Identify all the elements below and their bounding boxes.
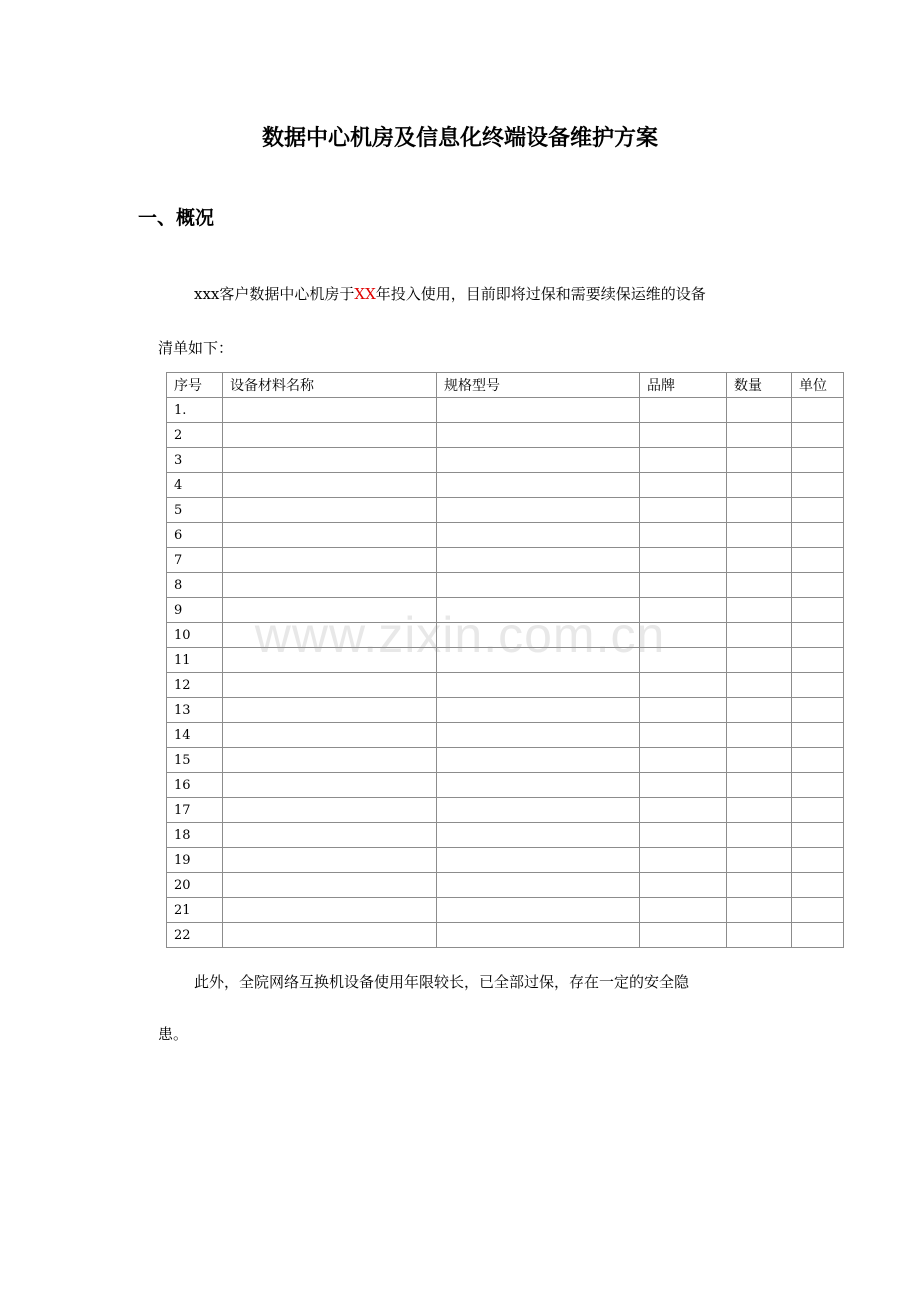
- table-row: [167, 548, 844, 573]
- cell-unit: [792, 923, 844, 948]
- cell-model-spec: [437, 473, 640, 498]
- cell-quantity: [727, 398, 792, 423]
- cell-unit: [792, 898, 844, 923]
- cell-equipment-name: [223, 498, 437, 523]
- cell-unit: [792, 623, 844, 648]
- cell-equipment-name: [223, 598, 437, 623]
- cell-equipment-name: [223, 548, 437, 573]
- cell-brand: [640, 823, 727, 848]
- cell-brand: [640, 723, 727, 748]
- cell-quantity: [727, 598, 792, 623]
- watermark: www.zixin.com.cn: [254, 607, 666, 663]
- cell-serial-no: 17: [167, 798, 223, 823]
- cell-equipment-name: [223, 798, 437, 823]
- cell-model-spec: [437, 898, 640, 923]
- cell-brand: [640, 773, 727, 798]
- cell-equipment-name: [223, 648, 437, 673]
- cell-equipment-name: [223, 898, 437, 923]
- cell-model-spec: [437, 923, 640, 948]
- cell-serial-no: 14: [167, 723, 223, 748]
- cell-model-spec: [437, 823, 640, 848]
- cell-serial-no: 21: [167, 898, 223, 923]
- cell-equipment-name: [223, 673, 437, 698]
- cell-unit: [792, 498, 844, 523]
- table-row: [167, 723, 844, 748]
- cell-unit: [792, 673, 844, 698]
- cell-quantity: [727, 873, 792, 898]
- cell-unit: [792, 773, 844, 798]
- cell-serial-no: 1.: [167, 398, 223, 423]
- cell-quantity: [727, 623, 792, 648]
- cell-unit: [792, 823, 844, 848]
- intro-text-after: 年投入使用，目前即将过保和需要续保运维的设备: [375, 285, 706, 303]
- cell-model-spec: [437, 523, 640, 548]
- cell-equipment-name: [223, 923, 437, 948]
- cell-brand: [640, 398, 727, 423]
- table-row: [167, 673, 844, 698]
- section-heading-overview: 一、概况: [138, 207, 215, 229]
- cell-quantity: [727, 848, 792, 873]
- year-placeholder: XX: [354, 285, 376, 303]
- cell-serial-no: 22: [167, 923, 223, 948]
- table-row: [167, 873, 844, 898]
- cell-model-spec: [437, 573, 640, 598]
- cell-model-spec: [437, 773, 640, 798]
- cell-model-spec: [437, 548, 640, 573]
- cell-brand: [640, 923, 727, 948]
- cell-equipment-name: [223, 748, 437, 773]
- cell-model-spec: [437, 848, 640, 873]
- cell-equipment-name: [223, 398, 437, 423]
- closing-line-2: 患。: [158, 1025, 189, 1043]
- cell-model-spec: [437, 398, 640, 423]
- cell-unit: [792, 723, 844, 748]
- intro-line-1: [194, 285, 706, 303]
- cell-brand: [640, 423, 727, 448]
- cell-brand: [640, 873, 727, 898]
- cell-quantity: [727, 723, 792, 748]
- intro-text-before: xxx客户数据中心机房于: [194, 285, 355, 303]
- cell-model-spec: [437, 873, 640, 898]
- cell-brand: [640, 623, 727, 648]
- cell-equipment-name: [223, 698, 437, 723]
- cell-serial-no: 11: [167, 648, 223, 673]
- cell-model-spec: [437, 798, 640, 823]
- table-row: [167, 473, 844, 498]
- cell-serial-no: 12: [167, 673, 223, 698]
- cell-quantity: [727, 648, 792, 673]
- cell-model-spec: [437, 648, 640, 673]
- header-unit: 单位: [792, 373, 844, 398]
- cell-quantity: [727, 523, 792, 548]
- cell-serial-no: 18: [167, 823, 223, 848]
- cell-quantity: [727, 773, 792, 798]
- cell-serial-no: 6: [167, 523, 223, 548]
- cell-brand: [640, 898, 727, 923]
- cell-quantity: [727, 698, 792, 723]
- cell-model-spec: [437, 598, 640, 623]
- table-row: [167, 573, 844, 598]
- table-row: [167, 748, 844, 773]
- cell-serial-no: 4: [167, 473, 223, 498]
- cell-model-spec: [437, 423, 640, 448]
- cell-brand: [640, 448, 727, 473]
- cell-brand: [640, 648, 727, 673]
- cell-brand: [640, 573, 727, 598]
- cell-serial-no: 20: [167, 873, 223, 898]
- table-row: [167, 623, 844, 648]
- cell-unit: [792, 473, 844, 498]
- table-row: [167, 648, 844, 673]
- table-row: [167, 423, 844, 448]
- cell-unit: [792, 398, 844, 423]
- table-row: [167, 698, 844, 723]
- cell-equipment-name: [223, 473, 437, 498]
- cell-serial-no: 9: [167, 598, 223, 623]
- cell-unit: [792, 548, 844, 573]
- table-row: [167, 798, 844, 823]
- cell-unit: [792, 573, 844, 598]
- cell-model-spec: [437, 698, 640, 723]
- cell-quantity: [727, 898, 792, 923]
- table-body: [167, 398, 844, 948]
- cell-quantity: [727, 798, 792, 823]
- cell-model-spec: [437, 448, 640, 473]
- cell-quantity: [727, 423, 792, 448]
- cell-serial-no: 19: [167, 848, 223, 873]
- cell-unit: [792, 848, 844, 873]
- cell-quantity: [727, 748, 792, 773]
- table-row: [167, 923, 844, 948]
- cell-quantity: [727, 448, 792, 473]
- cell-unit: [792, 648, 844, 673]
- cell-serial-no: 7: [167, 548, 223, 573]
- table-row: [167, 498, 844, 523]
- cell-quantity: [727, 548, 792, 573]
- cell-brand: [640, 498, 727, 523]
- cell-brand: [640, 748, 727, 773]
- cell-equipment-name: [223, 623, 437, 648]
- table-row: [167, 848, 844, 873]
- cell-serial-no: 15: [167, 748, 223, 773]
- table-row: [167, 448, 844, 473]
- cell-serial-no: 3: [167, 448, 223, 473]
- header-quantity: 数量: [727, 373, 792, 398]
- table-header-row: [167, 373, 844, 398]
- cell-quantity: [727, 823, 792, 848]
- cell-quantity: [727, 573, 792, 598]
- cell-quantity: [727, 923, 792, 948]
- cell-serial-no: 13: [167, 698, 223, 723]
- cell-equipment-name: [223, 523, 437, 548]
- cell-equipment-name: [223, 823, 437, 848]
- cell-model-spec: [437, 498, 640, 523]
- cell-serial-no: 5: [167, 498, 223, 523]
- cell-unit: [792, 748, 844, 773]
- cell-equipment-name: [223, 848, 437, 873]
- table-row: [167, 398, 844, 423]
- cell-unit: [792, 448, 844, 473]
- table-row: [167, 523, 844, 548]
- table-row: [167, 898, 844, 923]
- cell-brand: [640, 798, 727, 823]
- header-brand: 品牌: [640, 373, 727, 398]
- cell-unit: [792, 798, 844, 823]
- closing-line-1: 此外，全院网络互换机设备使用年限较长，已全部过保，存在一定的安全隐: [194, 973, 690, 991]
- table-row: [167, 823, 844, 848]
- cell-model-spec: [437, 673, 640, 698]
- cell-brand: [640, 673, 727, 698]
- intro-line-2: 清单如下：: [158, 339, 234, 357]
- cell-brand: [640, 523, 727, 548]
- cell-brand: [640, 698, 727, 723]
- table-row: [167, 598, 844, 623]
- header-equipment-name: 设备材料名称: [223, 373, 437, 398]
- cell-serial-no: 10: [167, 623, 223, 648]
- cell-unit: [792, 423, 844, 448]
- cell-equipment-name: [223, 773, 437, 798]
- cell-quantity: [727, 673, 792, 698]
- table-row: [167, 773, 844, 798]
- cell-model-spec: [437, 748, 640, 773]
- cell-brand: [640, 548, 727, 573]
- document-title: 数据中心机房及信息化终端设备维护方案: [261, 126, 658, 151]
- cell-brand: [640, 598, 727, 623]
- cell-serial-no: 8: [167, 573, 223, 598]
- cell-equipment-name: [223, 423, 437, 448]
- header-serial-no: 序号: [167, 373, 223, 398]
- cell-quantity: [727, 498, 792, 523]
- equipment-table: [166, 372, 844, 948]
- cell-equipment-name: [223, 448, 437, 473]
- cell-unit: [792, 598, 844, 623]
- cell-quantity: [727, 473, 792, 498]
- cell-unit: [792, 523, 844, 548]
- cell-serial-no: 16: [167, 773, 223, 798]
- cell-brand: [640, 848, 727, 873]
- cell-unit: [792, 698, 844, 723]
- cell-equipment-name: [223, 723, 437, 748]
- cell-model-spec: [437, 723, 640, 748]
- cell-unit: [792, 873, 844, 898]
- cell-equipment-name: [223, 573, 437, 598]
- cell-equipment-name: [223, 873, 437, 898]
- header-model-spec: 规格型号: [437, 373, 640, 398]
- cell-model-spec: [437, 623, 640, 648]
- cell-brand: [640, 473, 727, 498]
- cell-serial-no: 2: [167, 423, 223, 448]
